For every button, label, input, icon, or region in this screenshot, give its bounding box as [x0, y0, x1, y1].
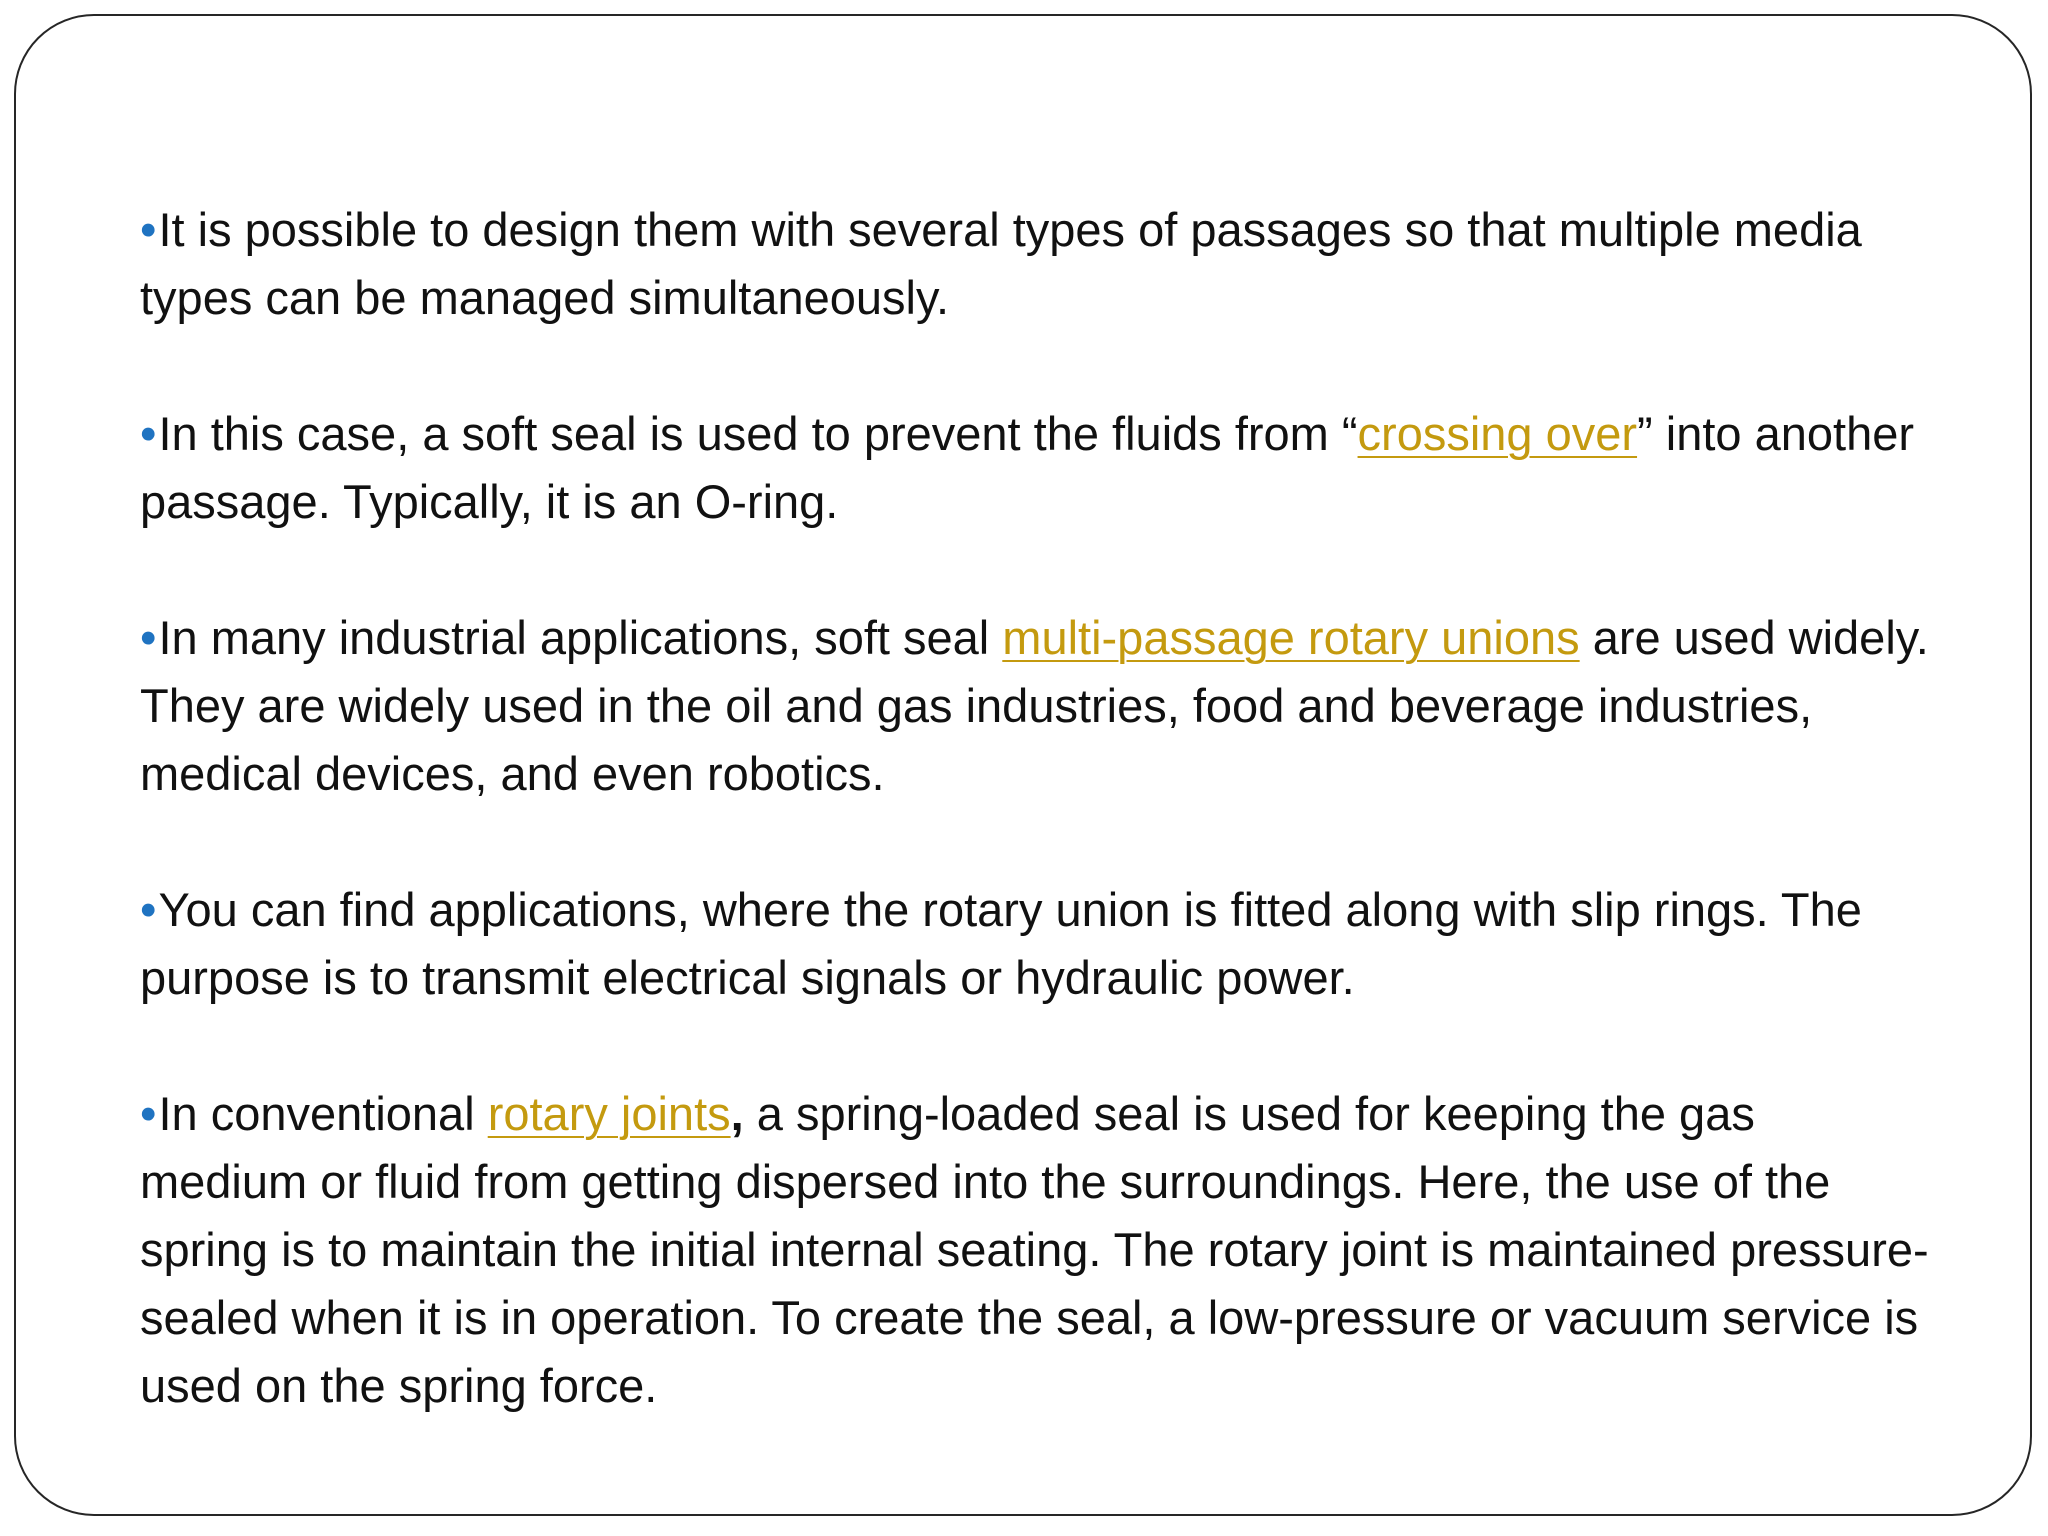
bullet-item-5: [140, 1080, 1930, 1420]
bullet-text: It is possible to design them with several types of passages so that multiple media types can be managed simultaneously.: [140, 203, 1862, 324]
bullet-icon: •: [140, 1087, 157, 1140]
slide-frame: [14, 14, 2032, 1516]
bullet-comma: ,: [730, 1087, 744, 1140]
bullet-icon: •: [140, 883, 157, 936]
bullet-item-1: [140, 196, 1930, 332]
bullet-text: ” into another passage. Typically, it is an O-ring.: [140, 407, 1914, 528]
link-rotary-joints[interactable]: rotary joints: [487, 1087, 731, 1140]
bullet-text: are used widely. They are widely used in the oil and gas industries, food and beverage industries, medical devices, and even robotics.: [140, 611, 1929, 800]
bullet-text: In conventional: [158, 1087, 488, 1140]
bullet-item-3: [140, 604, 1930, 808]
bullet-list: [140, 196, 1930, 1488]
bullet-text: You can find applications, where the rotary union is fitted along with slip rings. The purpose is to transmit electrical signals or hydraulic power.: [140, 883, 1862, 1004]
bullet-item-4: [140, 876, 1930, 1012]
bullet-text: a spring-loaded seal is used for keeping the gas medium or fluid from getting dispersed into the surroundings. Here, the use of the spring is to maintain the initial internal seating. The rotary joint is maintained pressure-sealed when it is in operation. To create the seal, a low-pressure or vacuum service is used on the spring force.: [140, 1087, 1929, 1412]
bullet-icon: •: [140, 203, 157, 256]
bullet-text: In many industrial applications, soft seal: [158, 611, 1003, 664]
bullet-text: In this case, a soft seal is used to prevent the fluids from “: [158, 407, 1358, 460]
link-multi-passage-rotary-unions[interactable]: multi-passage rotary unions: [1002, 611, 1580, 664]
link-crossing-over[interactable]: crossing over: [1357, 407, 1638, 460]
bullet-icon: •: [140, 407, 157, 460]
bullet-item-2: [140, 400, 1930, 536]
bullet-icon: •: [140, 611, 157, 664]
